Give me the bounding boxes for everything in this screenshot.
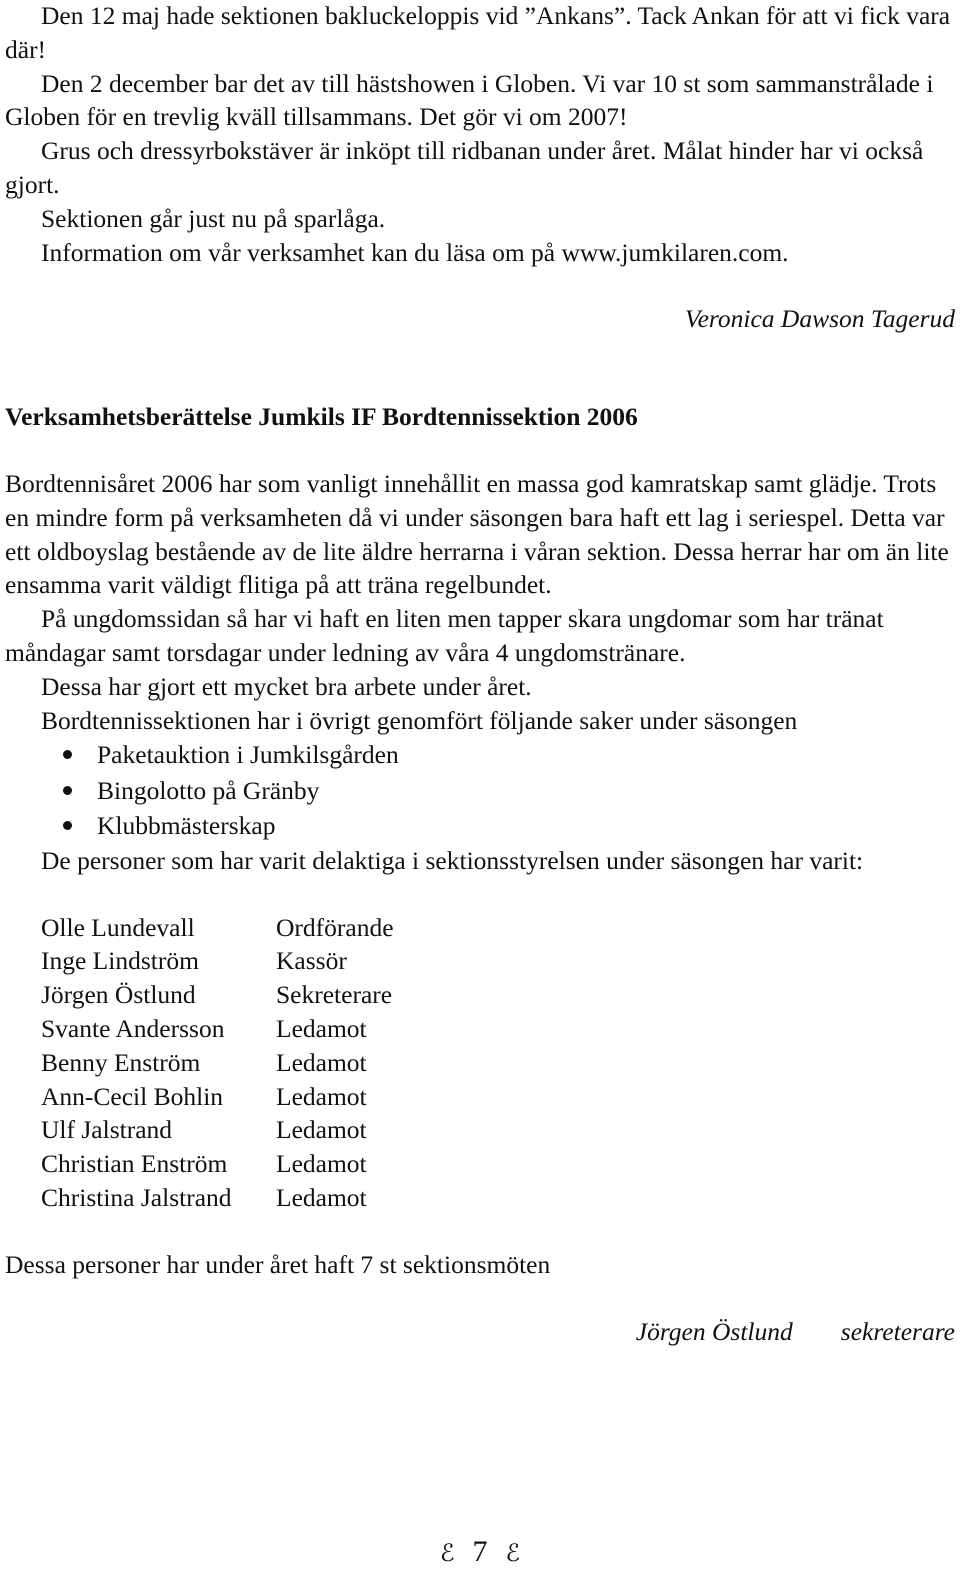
paragraph-ungdom: På ungdomssidan så har vi haft en liten men tapper skara ungdomar som har tränat måndagar samt torsdagar under ledning av våra 4 ungdomstränare. bbox=[5, 604, 884, 667]
member-name: Ulf Jalstrand bbox=[41, 1115, 173, 1145]
member-name: Benny Enström bbox=[41, 1047, 201, 1077]
member-role: Ledamot bbox=[276, 1115, 367, 1145]
page-number: 7 bbox=[472, 1535, 488, 1568]
table-row bbox=[41, 944, 394, 978]
ornament-right-icon: ℰ bbox=[505, 1541, 521, 1568]
list-item: Klubbmästerskap bbox=[5, 808, 955, 844]
member-role: Ledamot bbox=[276, 1149, 367, 1179]
member-name: Olle Lundevall bbox=[41, 912, 195, 942]
signature-name: Jörgen Östlund bbox=[635, 1316, 793, 1346]
member-role: Ordförande bbox=[276, 912, 394, 942]
table-row bbox=[41, 1046, 394, 1080]
paragraph-website: Information om vår verksamhet kan du läsa om på www.jumkilaren.com. bbox=[41, 237, 789, 267]
member-role: Ledamot bbox=[276, 1014, 367, 1044]
section-heading: Verksamhetsberättelse Jumkils IF Bordtennissektion 2006 bbox=[5, 402, 638, 432]
table-row bbox=[41, 1181, 394, 1215]
signature-role: sekreterare bbox=[840, 1316, 955, 1346]
paragraph-arbete: Dessa har gjort ett mycket bra arbete under året. bbox=[41, 671, 532, 701]
member-name: Inge Lindström bbox=[41, 946, 199, 976]
table-row bbox=[41, 1113, 394, 1147]
page-footer bbox=[0, 1534, 960, 1572]
table-row bbox=[41, 911, 394, 945]
table-row bbox=[41, 978, 394, 1012]
member-role: Sekreterare bbox=[276, 980, 393, 1010]
table-row bbox=[41, 1080, 394, 1114]
paragraph-styrelse: De personer som har varit delaktiga i sektionsstyrelsen under säsongen har varit: bbox=[41, 845, 864, 875]
paragraph-ridbana: Grus och dressyrbokstäver är inköpt till ridbanan under året. Målat hinder har vi också gjort. bbox=[5, 136, 924, 199]
ornament-left-icon: ℰ bbox=[439, 1541, 455, 1568]
paragraph-bordtennis: Bordtennisåret 2006 har som vanligt innehållit en massa god kamratskap samt glädje. Trots en mindre form på verksamheten då vi under säsongen bara haft ett lag i seriespel. Detta var ett oldboyslag bestående av de lite äldre herrarna i våran sektion. Dessa herrar har om än lite ensamma varit väldigt flitiga på att träna regelbundet. bbox=[5, 468, 949, 600]
signature-jorgen bbox=[5, 1315, 955, 1349]
paragraph-loppis: Den 12 maj hade sektionen bakluckeloppis vid ”Ankans”. Tack Ankan för att vi fick vara där! bbox=[5, 1, 951, 64]
member-role: Ledamot bbox=[276, 1081, 367, 1111]
signature-veronica: Veronica Dawson Tagerud bbox=[684, 304, 955, 334]
paragraph-sparlaga: Sektionen går just nu på sparlåga. bbox=[41, 203, 386, 233]
member-name: Ann-Cecil Bohlin bbox=[41, 1081, 224, 1111]
activities-list bbox=[5, 737, 955, 844]
list-item: Paketauktion i Jumkilsgården bbox=[5, 737, 955, 773]
member-name: Christina Jalstrand bbox=[41, 1183, 232, 1213]
member-name: Jörgen Östlund bbox=[41, 980, 196, 1010]
member-role: Ledamot bbox=[276, 1047, 367, 1077]
member-role: Kassör bbox=[276, 946, 347, 976]
table-row bbox=[41, 1147, 394, 1181]
paragraph-genomfort: Bordtennissektionen har i övrigt genomfört följande saker under säsongen bbox=[41, 705, 798, 735]
member-role: Ledamot bbox=[276, 1183, 367, 1213]
document-page bbox=[5, 0, 955, 1348]
table-row bbox=[41, 1012, 394, 1046]
list-item: Bingolotto på Gränby bbox=[5, 773, 955, 809]
member-name: Christian Enström bbox=[41, 1149, 228, 1179]
member-name: Svante Andersson bbox=[41, 1014, 225, 1044]
paragraph-meetings: Dessa personer har under året haft 7 st sektionsmöten bbox=[5, 1249, 551, 1279]
board-members-table bbox=[41, 911, 394, 1215]
paragraph-globen: Den 2 december bar det av till hästshowen i Globen. Vi var 10 st som sammanstrålade i Globen för en trevlig kväll tillsammans. Det gör vi om 2007! bbox=[5, 68, 934, 132]
